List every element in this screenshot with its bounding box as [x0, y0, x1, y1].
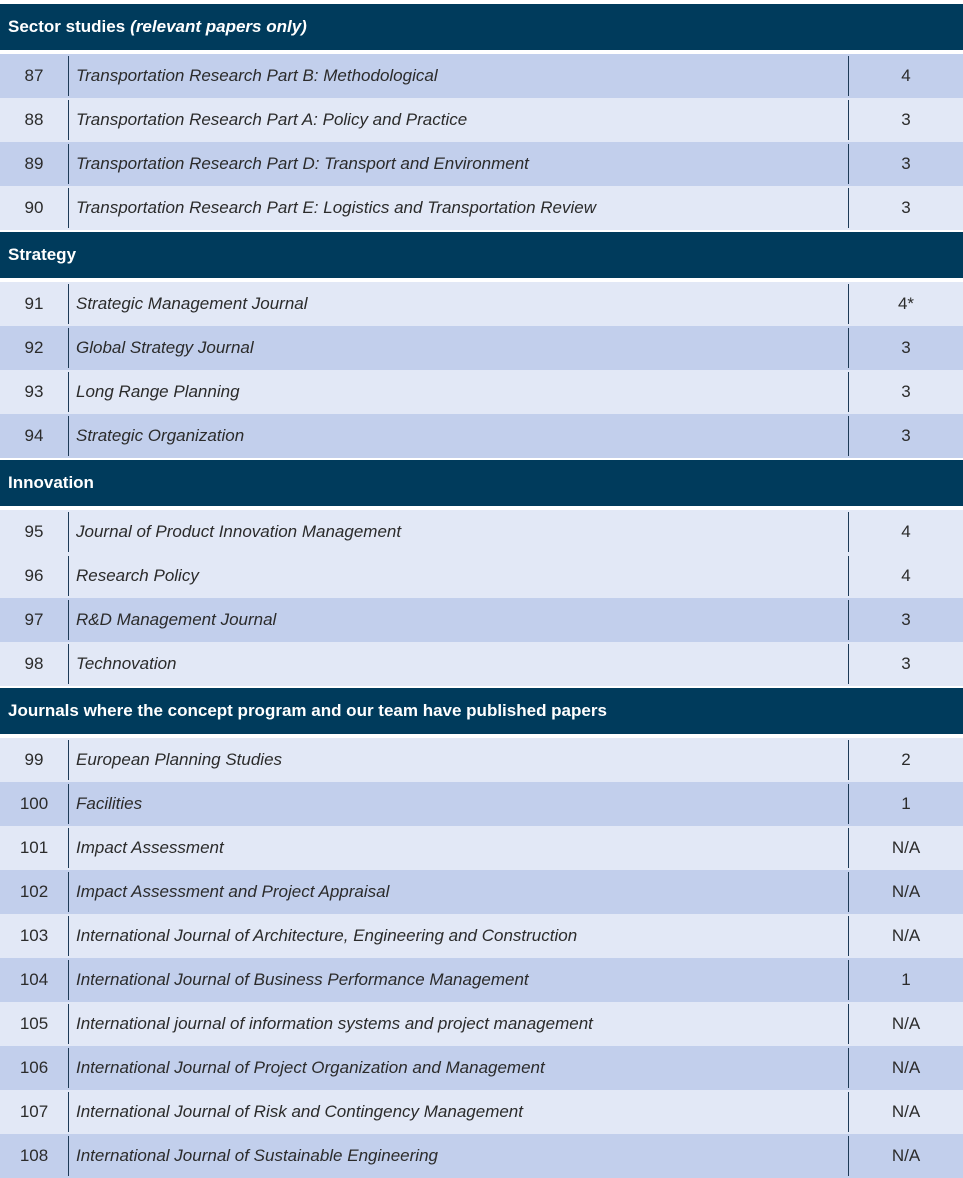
- table-row: [0, 914, 963, 958]
- table-row: [0, 826, 963, 870]
- row-number: 107: [19, 1102, 49, 1121]
- journal-rank: 3: [901, 382, 911, 401]
- table-row: [0, 510, 963, 554]
- section-title: Sector studies: [8, 17, 126, 36]
- section-header: [0, 688, 963, 734]
- row-number: 96: [24, 566, 44, 585]
- journal-name: International Journal of Project Organization and Management: [68, 1048, 849, 1088]
- row-number: 103: [19, 926, 49, 945]
- row-number: 90: [24, 198, 44, 217]
- journal-rank: N/A: [891, 926, 921, 945]
- row-number: 99: [24, 750, 44, 769]
- row-number: 87: [24, 66, 44, 85]
- journal-rank: N/A: [891, 1102, 921, 1121]
- journal-rank: 3: [901, 338, 911, 357]
- table-row: [0, 1046, 963, 1090]
- journal-rank: 3: [901, 198, 911, 217]
- table-row: [0, 782, 963, 826]
- row-number: 93: [24, 382, 44, 401]
- table-row: [0, 1002, 963, 1046]
- journal-name: Impact Assessment and Project Appraisal: [68, 872, 849, 912]
- row-number: 92: [24, 338, 44, 357]
- row-number: 104: [19, 970, 49, 989]
- table-row: [0, 598, 963, 642]
- journal-name: European Planning Studies: [68, 740, 849, 780]
- section-title: Strategy: [8, 245, 77, 264]
- journal-rank: N/A: [891, 1014, 921, 1033]
- journal-rank: 2: [901, 750, 911, 769]
- journal-rank: 1: [901, 970, 911, 989]
- journal-rank: 3: [901, 610, 911, 629]
- table-row: [0, 738, 963, 782]
- table-row: [0, 958, 963, 1002]
- journal-name: Global Strategy Journal: [68, 328, 849, 368]
- journal-rank: 4: [901, 566, 911, 585]
- row-number: 89: [24, 154, 44, 173]
- journal-name: International Journal of Sustainable Engineering: [68, 1136, 849, 1176]
- table-row: [0, 326, 963, 370]
- table-row: [0, 282, 963, 326]
- journal-name: Facilities: [68, 784, 849, 824]
- row-number: 100: [19, 794, 49, 813]
- journal-name: Transportation Research Part D: Transport and Environment: [68, 144, 849, 184]
- section-header: [0, 232, 963, 278]
- journal-name: International Journal of Risk and Contingency Management: [68, 1092, 849, 1132]
- row-number: 98: [24, 654, 44, 673]
- journal-name: Journal of Product Innovation Management: [68, 512, 849, 552]
- table-row: [0, 370, 963, 414]
- journal-name: R&D Management Journal: [68, 600, 849, 640]
- journal-name: Transportation Research Part B: Methodological: [68, 56, 849, 96]
- journal-rank: 3: [901, 110, 911, 129]
- journal-name: Research Policy: [68, 556, 849, 596]
- journal-rank: 3: [901, 426, 911, 445]
- journal-name: Impact Assessment: [68, 828, 849, 868]
- table-row: [0, 54, 963, 98]
- table-row: [0, 1090, 963, 1134]
- section-published-journals: [0, 688, 963, 1178]
- row-number: 102: [19, 882, 49, 901]
- row-number: 108: [19, 1146, 49, 1165]
- section-sector-studies: [0, 4, 963, 230]
- journal-name: Transportation Research Part A: Policy and Practice: [68, 100, 849, 140]
- journal-name: International Journal of Architecture, Engineering and Construction: [68, 916, 849, 956]
- journal-name: International journal of information systems and project management: [68, 1004, 849, 1044]
- row-number: 97: [24, 610, 44, 629]
- journal-name: Strategic Management Journal: [68, 284, 849, 324]
- row-number: 91: [24, 294, 44, 313]
- journal-rank: N/A: [891, 838, 921, 857]
- section-subtitle: (relevant papers only): [130, 17, 307, 36]
- section-header: [0, 460, 963, 506]
- journal-rank: 4: [901, 522, 911, 541]
- table-row: [0, 142, 963, 186]
- table-row: [0, 1134, 963, 1178]
- journal-name: Strategic Organization: [68, 416, 849, 456]
- row-number: 101: [19, 838, 49, 857]
- section-title: Innovation: [8, 473, 94, 492]
- row-number: 106: [19, 1058, 49, 1077]
- table-row: [0, 414, 963, 458]
- table-row: [0, 186, 963, 230]
- table-row: [0, 642, 963, 686]
- table-row: [0, 554, 963, 598]
- journal-rank: 3: [901, 154, 911, 173]
- journal-rank: 4*: [897, 294, 915, 313]
- section-strategy: [0, 232, 963, 458]
- journal-name: International Journal of Business Performance Management: [68, 960, 849, 1000]
- section-header: [0, 4, 963, 50]
- row-number: 105: [19, 1014, 49, 1033]
- journal-name: Long Range Planning: [68, 372, 849, 412]
- journal-name: Technovation: [68, 644, 849, 684]
- journal-rank: N/A: [891, 1058, 921, 1077]
- row-number: 95: [24, 522, 44, 541]
- journal-name: Transportation Research Part E: Logistics and Transportation Review: [68, 188, 849, 228]
- row-number: 88: [24, 110, 44, 129]
- journal-rank: 3: [901, 654, 911, 673]
- journal-rank: 1: [901, 794, 911, 813]
- journal-rank: N/A: [891, 882, 921, 901]
- journal-rank: N/A: [891, 1146, 921, 1165]
- section-title: Journals where the concept program and our team have published papers: [8, 701, 607, 720]
- table-row: [0, 98, 963, 142]
- row-number: 94: [24, 426, 44, 445]
- table-row: [0, 870, 963, 914]
- section-innovation: [0, 460, 963, 686]
- journal-rank: 4: [901, 66, 911, 85]
